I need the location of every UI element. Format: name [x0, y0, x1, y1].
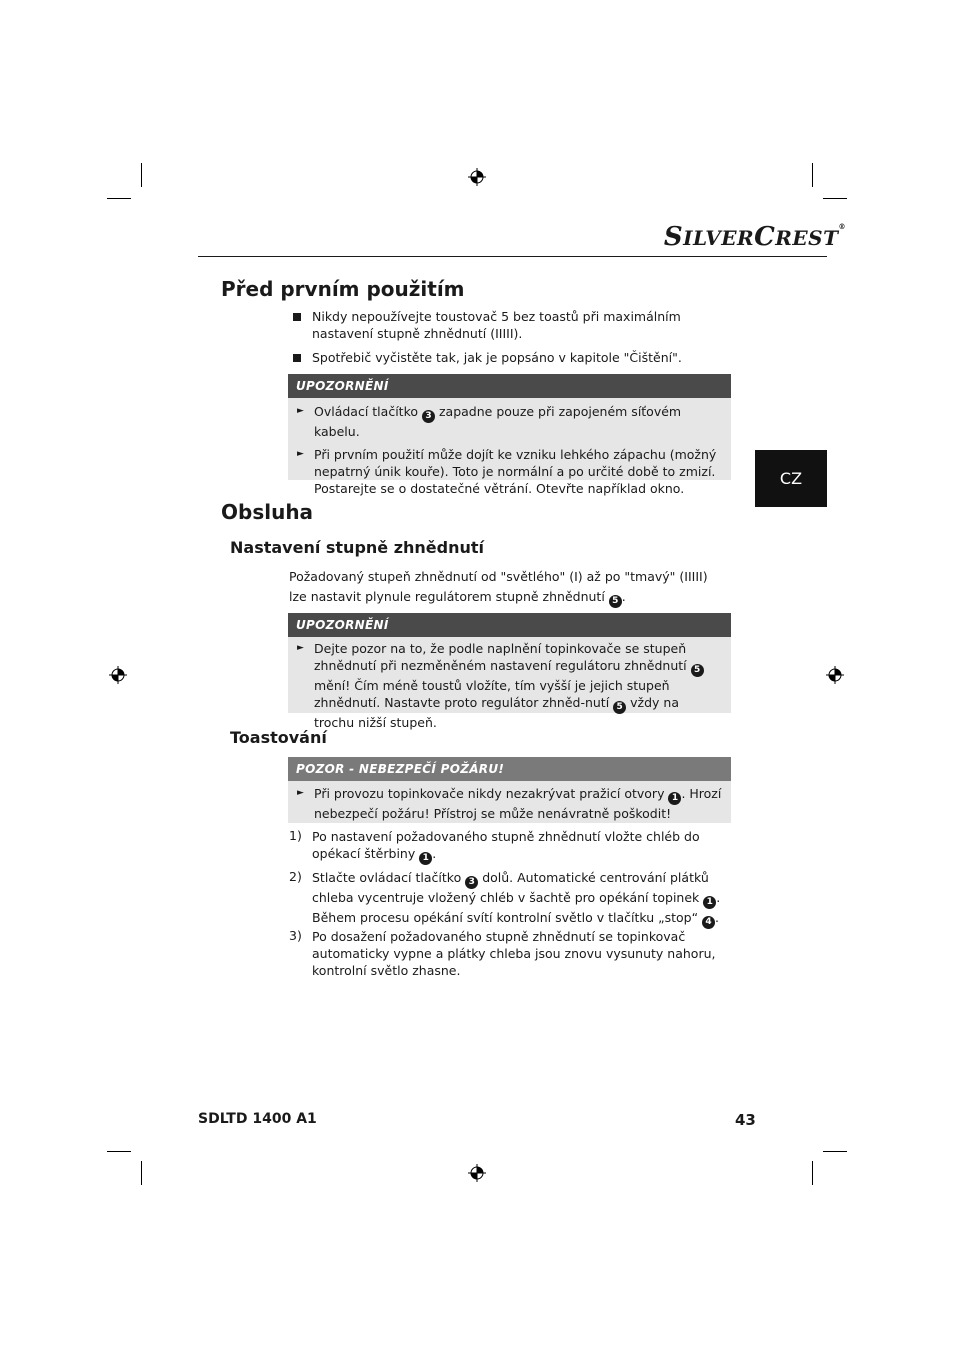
warning-header: POZOR - NEBEZPEČÍ POŽÁRU! [288, 757, 731, 781]
registration-target-icon [468, 168, 486, 186]
brand-logo: SILVERCREST® [663, 222, 846, 252]
note-item: ► Dejte pozor na to, že podle naplnění topinkovače se stupeň zhnědnutí při nezměněném nastavení regulátoru zhnědnutí 5 mění! Čím méně toustů vložíte, tím vyšší je jejich stupeň zhnědnutí. Nastavte proto regulátor zhněd-nutí 5 vždy na trochu nižší stupeň. [288, 640, 731, 731]
subsection-title-toasting: Toastování [230, 728, 327, 747]
note-header: UPOZORNĚNÍ [288, 374, 731, 398]
note-item: ► Ovládací tlačítko 3 zapadne pouze při zapojeném síťovém kabelu. [297, 404, 682, 439]
arrow-right-icon: ► [297, 788, 304, 798]
crop-mark [812, 1161, 813, 1185]
section-title-operation: Obsluha [221, 500, 314, 524]
step-text: Stlačte ovládací tlačítko 3 dolů. Automatické centrování plátků chleba vycentruje vložený chléb v šachtě pro opékání topinek 1 . Během procesu opékání svítí kontrolní světlo v tlačítku „stop“ 4 . [312, 870, 721, 927]
arrow-right-icon: ► [297, 643, 304, 653]
item-number-badge: 5 [609, 595, 622, 608]
step-number: 3) [289, 928, 302, 943]
crop-mark [107, 1151, 131, 1152]
item-number-badge: 1 [668, 792, 681, 805]
browning-paragraph: Požadovaný stupeň zhnědnutí od "světlého" (I) až po "tmavý" (IIIII) lze nastavit plynule regulátorem stupně zhnědnutí 5 . [289, 569, 708, 606]
arrow-right-icon: ► [297, 406, 304, 416]
note-box [288, 374, 731, 496]
crop-mark [823, 1151, 847, 1152]
item-number-badge: 4 [702, 916, 715, 929]
section-title-before-first-use: Před prvním použitím [221, 277, 465, 301]
item-number-badge: 5 [691, 664, 704, 677]
header-rule [198, 256, 827, 257]
warning-box [288, 757, 731, 823]
item-number-badge: 1 [703, 896, 716, 909]
note-item: ► Při prvním použití může dojít ke vzniku lehkého zápachu (možný nepatrný únik kouře). Toto je normální a po určité době to zmizí. Postarejte se o dostatečné větrání. Otevřte například okno. [297, 447, 717, 496]
note-box [288, 613, 731, 730]
registration-target-icon [109, 666, 127, 684]
crop-mark [141, 163, 142, 187]
item-number-badge: 3 [465, 876, 478, 889]
step-text: Po dosažení požadovaného stupně zhnědnutí se topinkovač automaticky vypne a plátky chleba jsou znovu vysunuty nahoru, kontrolní světlo zhasne. [312, 929, 716, 978]
item-number-badge: 1 [419, 852, 432, 865]
bullet-square [293, 354, 301, 362]
footer-model: SDLTD 1400 A1 [198, 1111, 317, 1127]
step-text: Po nastavení požadovaného stupně zhnědnutí vložte chléb do opékací štěrbiny 1 . [312, 829, 700, 863]
page-number: 43 [735, 1111, 756, 1129]
crop-mark [823, 198, 847, 199]
warning-item: ► Při provozu topinkovače nikdy nezakrývat pražicí otvory 1 . Hrozí nebezpečí požáru! Přístroj se může nenávratně poškodit! [297, 786, 722, 821]
step-number: 1) [289, 828, 302, 843]
item-number-badge: 3 [422, 410, 435, 423]
arrow-right-icon: ► [297, 449, 304, 459]
crop-mark [107, 198, 131, 199]
registration-target-icon [468, 1164, 486, 1182]
bullet-text: Spotřebič vyčistěte tak, jak je popsáno v kapitole "Čištění". [312, 350, 682, 365]
step-number: 2) [289, 869, 302, 884]
bullet-square [293, 313, 301, 321]
subsection-title-browning: Nastavení stupně zhnědnutí [230, 538, 485, 557]
registration-target-icon [826, 666, 844, 684]
crop-mark [141, 1161, 142, 1185]
note-header: UPOZORNĚNÍ [288, 613, 731, 637]
crop-mark [812, 163, 813, 187]
bullet-text: Nikdy nepoužívejte toustovač 5 bez toastů při maximálním nastavení stupně zhnědnutí (IIIII). [312, 309, 681, 341]
item-number-badge: 5 [613, 701, 626, 714]
language-tab: CZ [755, 450, 827, 507]
